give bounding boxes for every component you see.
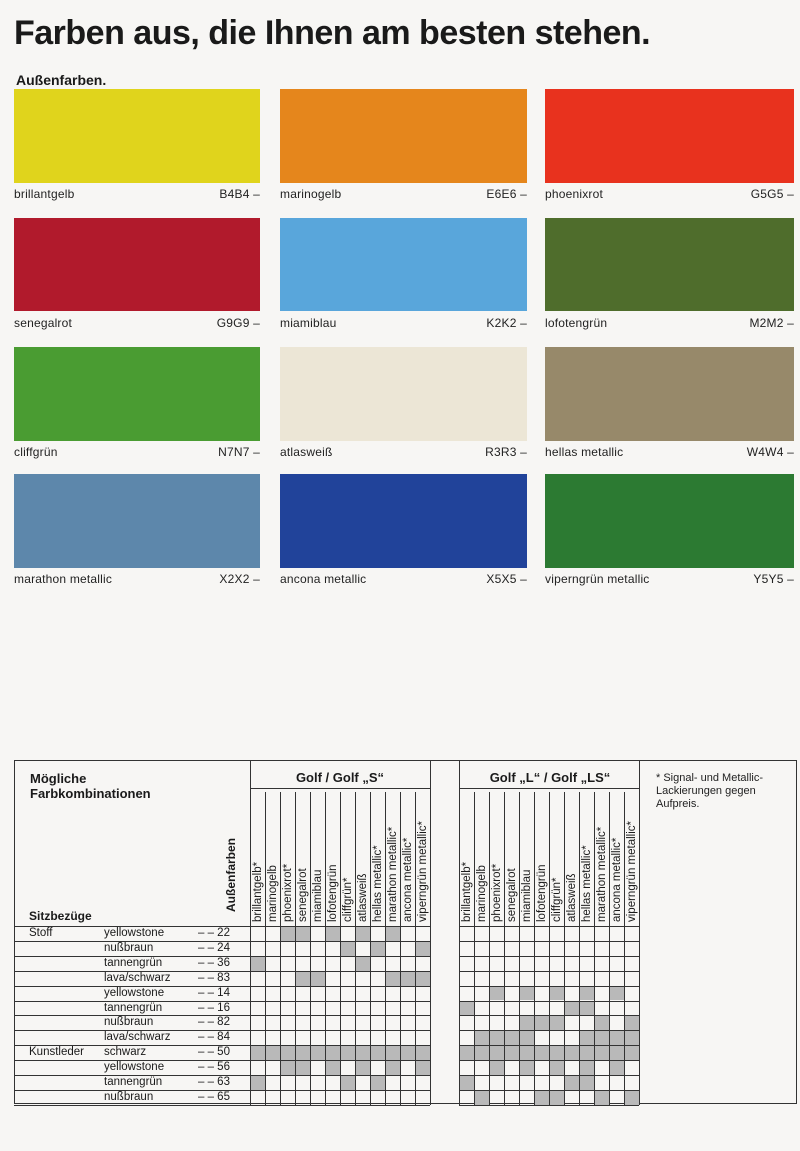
combination-cell-available [535, 1016, 549, 1030]
combination-cell-available [475, 1091, 489, 1105]
column-label-golf-l: senegalrot [506, 868, 518, 922]
combination-cell-available [356, 957, 370, 971]
seat-code: – – 14 [198, 986, 230, 999]
row-divider [250, 1075, 430, 1076]
combination-cell-available [490, 1061, 504, 1075]
color-name: miamiblau [280, 316, 337, 330]
combination-cell-available [625, 1046, 639, 1060]
divider-line [459, 788, 639, 789]
column-label-golf-l: atlasweiß [566, 873, 578, 922]
combination-cell-available [580, 1031, 594, 1045]
seat-code: – – 24 [198, 941, 230, 954]
color-name: phoenixrot [545, 187, 604, 201]
combination-cell-available [416, 942, 430, 956]
combination-cell-available [550, 987, 564, 1001]
page-title: Farben aus, die Ihnen am besten stehen. [14, 14, 651, 52]
column-label-golf-l: miamiblau [521, 869, 533, 922]
seat-code: – – 84 [198, 1031, 230, 1044]
color-name: senegalrot [14, 316, 73, 330]
combination-cell-available [520, 1046, 534, 1060]
combination-cell-available [341, 942, 355, 956]
color-code: K2K2 – [486, 316, 527, 330]
color-name: viperngrün metallic [545, 572, 650, 586]
seat-code: – – 50 [198, 1046, 230, 1059]
combination-cell-available [341, 1076, 355, 1090]
column-divider [430, 792, 431, 1105]
row-divider [459, 1001, 639, 1002]
row-divider [250, 941, 430, 942]
row-divider [250, 1060, 430, 1061]
combination-cell-available [565, 1076, 579, 1090]
combination-cell-available [610, 987, 624, 1001]
combination-cell-available [416, 1061, 430, 1075]
column-label-golf: lofotengrün [327, 864, 339, 922]
seat-color: schwarz [104, 1046, 147, 1059]
color-code: Y5Y5 – [753, 572, 794, 586]
divider-line [250, 788, 430, 789]
combination-cell-available [251, 957, 265, 971]
column-label-golf-l: phoenixrot* [491, 863, 503, 922]
color-name: ancona metallic [280, 572, 367, 586]
color-name: lofotengrün [545, 316, 608, 330]
combination-cell-available [296, 1046, 310, 1060]
row-divider [250, 1105, 430, 1106]
combination-cell-available [311, 972, 325, 986]
column-label-golf-l: lofotengrün [536, 864, 548, 922]
combination-cell-available [326, 1061, 340, 1075]
combination-cell-available [475, 1046, 489, 1060]
combination-cell-available [595, 1046, 609, 1060]
combination-cell-available [460, 1002, 474, 1016]
combination-cell-available [610, 1046, 624, 1060]
combination-cell-available [625, 1031, 639, 1045]
combination-cell-available [296, 927, 310, 941]
seat-code: – – 82 [198, 1016, 230, 1029]
combination-cell-available [416, 1046, 430, 1060]
row-divider [459, 1015, 639, 1016]
table-title: Mögliche Farbkombinationen [30, 771, 151, 801]
seat-color: tannengrün [104, 956, 163, 969]
combination-cell-available [580, 987, 594, 1001]
color-code: G5G5 – [750, 187, 794, 201]
color-name: marinogelb [280, 187, 342, 201]
seat-color: tannengrün [104, 1076, 163, 1088]
column-label-golf-l: marathon metallic* [596, 826, 608, 922]
row-divider [250, 926, 430, 927]
color-name: brillantgelb [14, 187, 75, 201]
column-label-golf: phoenixrot* [282, 863, 294, 922]
combination-cell-available [251, 1076, 265, 1090]
combination-cell-available [371, 942, 385, 956]
combination-cell-available [386, 927, 400, 941]
combination-cell-available [610, 1061, 624, 1075]
combination-cell-available [296, 972, 310, 986]
column-label-golf: marathon metallic* [387, 826, 399, 922]
seat-code: – – 36 [198, 956, 230, 969]
combination-cell-available [595, 1031, 609, 1045]
column-label-golf-l: cliffgrün* [551, 877, 563, 922]
combination-cell-available [326, 927, 340, 941]
color-name: marathon metallic [14, 572, 113, 586]
color-code: G9G9 – [216, 316, 260, 330]
seat-color: yellowstone [104, 986, 165, 999]
row-divider [250, 956, 430, 957]
combination-cell-available [326, 1046, 340, 1060]
combination-cell-available [520, 987, 534, 1001]
combination-cell-available [341, 1046, 355, 1060]
column-label-golf-l: hellas metallic* [581, 845, 593, 922]
column-label-golf: miamiblau [312, 869, 324, 922]
section-title-exterior-colors: Außenfarben. [16, 72, 107, 88]
seat-color: nußbraun [104, 1016, 154, 1029]
color-code: X5X5 – [486, 572, 527, 586]
combination-cell-available [356, 1046, 370, 1060]
column-label-golf-l: marinogelb [476, 865, 488, 922]
seat-code: – – 65 [198, 1090, 230, 1103]
column-label-golf: hellas metallic* [372, 845, 384, 922]
combination-cell-available [505, 1046, 519, 1060]
row-divider [250, 1030, 430, 1031]
color-name: cliffgrün [14, 445, 58, 459]
combination-cell-available [505, 1031, 519, 1045]
combination-cell-available [356, 927, 370, 941]
seat-color: yellowstone [104, 1061, 165, 1074]
combination-cell-available [565, 1002, 579, 1016]
column-label-golf: ancona metallic* [402, 837, 414, 922]
combination-cell-available [311, 1046, 325, 1060]
color-code: E6E6 – [486, 187, 527, 201]
column-label-golf: atlasweiß [357, 873, 369, 922]
combination-cell-available [520, 1061, 534, 1075]
combination-cell-available [296, 1061, 310, 1075]
combination-cell-available [356, 1061, 370, 1075]
seat-color: lava/schwarz [104, 971, 171, 984]
row-divider [14, 1105, 250, 1106]
combination-cell-available [625, 1016, 639, 1030]
exterior-colors-axis-label: Außenfarben [224, 837, 238, 912]
combination-cell-available [386, 1061, 400, 1075]
color-name: atlasweiß [280, 445, 333, 459]
column-label-golf-l: ancona metallic* [611, 837, 623, 922]
color-code: M2M2 – [749, 316, 794, 330]
combination-cell-available [401, 1046, 415, 1060]
seat-code: – – 16 [198, 1001, 230, 1014]
seat-color: yellowstone [104, 927, 165, 939]
seat-covers-heading: Sitzbezüge [29, 909, 92, 923]
seat-material: Kunstleder [29, 1046, 84, 1059]
combination-cell-available [520, 1016, 534, 1030]
combination-cell-available [460, 1076, 474, 1090]
combination-cell-available [386, 972, 400, 986]
combination-cell-available [535, 1046, 549, 1060]
row-divider [459, 971, 639, 972]
column-label-golf: marinogelb [267, 865, 279, 922]
color-name: hellas metallic [545, 445, 624, 459]
combination-cell-available [550, 1046, 564, 1060]
seat-code: – – 56 [198, 1061, 230, 1074]
column-label-golf: senegalrot [297, 868, 309, 922]
row-divider [250, 986, 430, 987]
combination-cell-available [520, 1031, 534, 1045]
seat-material: Stoff [29, 927, 53, 939]
combination-cell-available [371, 1076, 385, 1090]
row-divider [459, 1105, 639, 1106]
combination-cell-available [490, 1031, 504, 1045]
combination-cell-available [610, 1031, 624, 1045]
combination-cell-available [625, 1091, 639, 1105]
row-divider [459, 1075, 639, 1076]
combination-cell-available [416, 972, 430, 986]
seat-color: lava/schwarz [104, 1031, 171, 1044]
group-title-golf-l: Golf „L“ / Golf „LS“ [489, 770, 611, 785]
combination-cell-available [281, 1061, 295, 1075]
combination-cell-available [595, 1091, 609, 1105]
combination-cell-available [580, 1061, 594, 1075]
seat-color: nußbraun [104, 941, 154, 954]
column-label-golf-l: viperngrün metallic* [626, 821, 638, 922]
column-label-golf: viperngrün metallic* [417, 821, 429, 922]
row-divider [459, 941, 639, 942]
combination-cell-available [490, 1046, 504, 1060]
color-code: N7N7 – [218, 445, 260, 459]
combination-cell-available [490, 987, 504, 1001]
combination-cell-available [386, 1046, 400, 1060]
seat-color: tannengrün [104, 1001, 163, 1014]
combination-cell-available [580, 1002, 594, 1016]
combination-cell-available [580, 1046, 594, 1060]
row-divider [459, 956, 639, 957]
color-code: R3R3 – [485, 445, 527, 459]
seat-color: nußbraun [104, 1090, 154, 1103]
combination-cell-available [401, 972, 415, 986]
seat-code: – – 83 [198, 971, 230, 984]
seat-code: – – 63 [198, 1076, 230, 1088]
column-label-golf-l: brillantgelb* [461, 861, 473, 922]
combination-cell-available [371, 1046, 385, 1060]
seat-code: – – 22 [198, 927, 230, 939]
combination-cell-available [595, 1016, 609, 1030]
surcharge-note: * Signal- und Metallic-Lackierungen gegen Aufpreis. [656, 772, 763, 810]
combination-cell-available [281, 1046, 295, 1060]
combination-cell-available [550, 1016, 564, 1030]
combination-cell-available [475, 1031, 489, 1045]
combination-cell-available [550, 1091, 564, 1105]
combination-cell-available [580, 1076, 594, 1090]
combination-cell-available [281, 927, 295, 941]
combination-cell-available [251, 1046, 265, 1060]
combination-cell-available [565, 1046, 579, 1060]
group-title-golf: Golf / Golf „S“ [295, 770, 385, 785]
combination-cell-available [266, 1046, 280, 1060]
column-label-golf: brillantgelb* [252, 861, 264, 922]
column-label-golf: cliffgrün* [342, 877, 354, 922]
color-code: W4W4 – [746, 445, 794, 459]
color-code: B4B4 – [219, 187, 260, 201]
column-divider [639, 792, 640, 1105]
row-divider [250, 1001, 430, 1002]
combination-cell-available [550, 1061, 564, 1075]
row-divider [250, 1015, 430, 1016]
color-code: X2X2 – [219, 572, 260, 586]
combination-cell-available [460, 1046, 474, 1060]
row-divider [459, 926, 639, 927]
combination-cell-available [535, 1091, 549, 1105]
row-divider [250, 1090, 430, 1091]
